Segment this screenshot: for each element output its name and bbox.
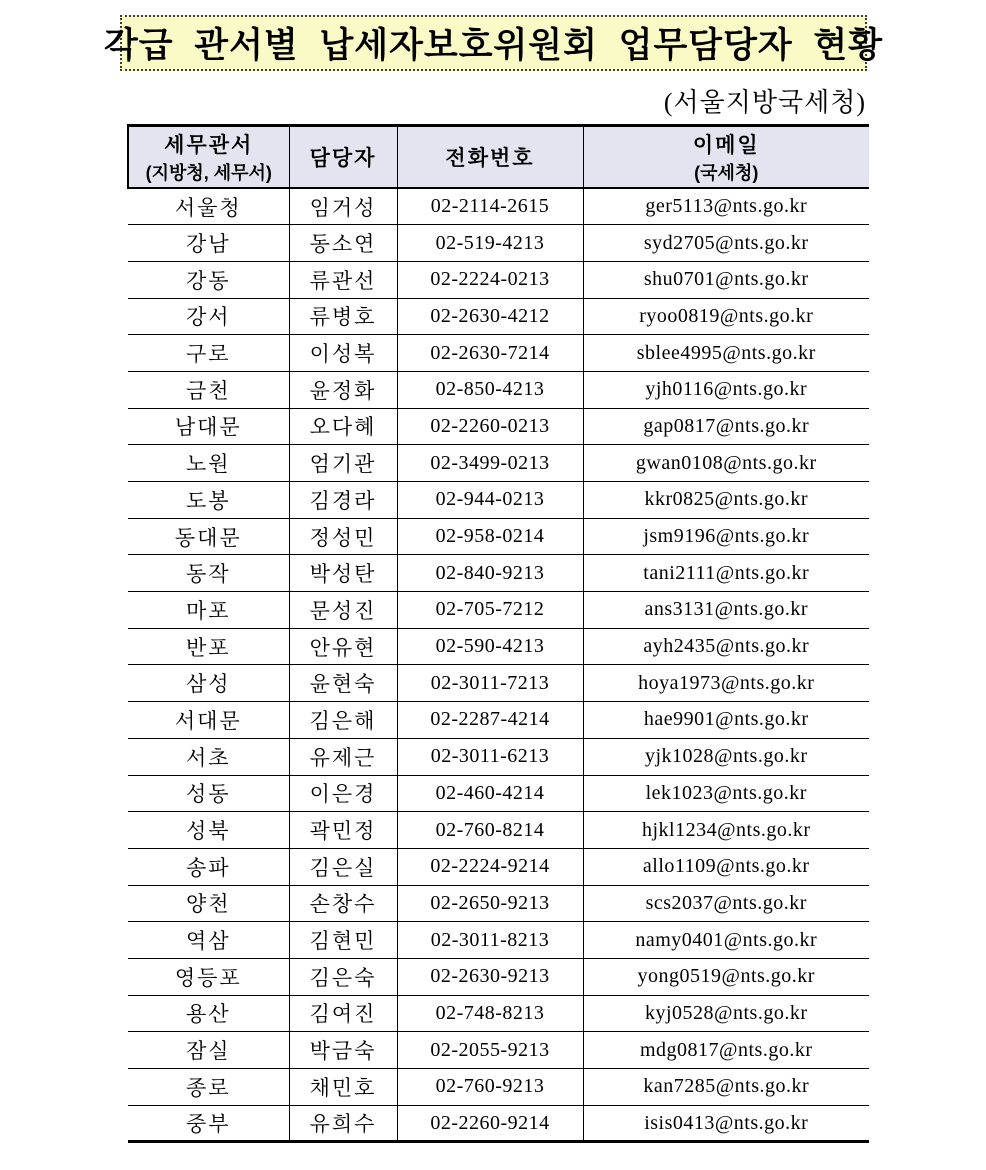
table-row bbox=[128, 995, 869, 1032]
phone-cell: 02-2224-9214 bbox=[397, 848, 583, 885]
email-cell: shu0701@nts.go.kr bbox=[583, 261, 869, 298]
person-cell: 오다혜 bbox=[289, 408, 397, 445]
table-row bbox=[128, 188, 869, 225]
person-cell: 문성진 bbox=[289, 592, 397, 629]
phone-cell: 02-760-8214 bbox=[397, 812, 583, 849]
email-cell: kkr0825@nts.go.kr bbox=[583, 482, 869, 519]
office-cell: 잠실 bbox=[128, 1032, 289, 1069]
table-body bbox=[128, 188, 869, 1142]
phone-cell: 02-760-9213 bbox=[397, 1069, 583, 1106]
table-row bbox=[128, 408, 869, 445]
phone-cell: 02-840-9213 bbox=[397, 555, 583, 592]
email-cell: jsm9196@nts.go.kr bbox=[583, 518, 869, 555]
person-cell: 곽민정 bbox=[289, 812, 397, 849]
phone-cell: 02-748-8213 bbox=[397, 995, 583, 1032]
person-cell: 김은해 bbox=[289, 702, 397, 739]
person-cell: 윤정화 bbox=[289, 371, 397, 408]
table-row bbox=[128, 958, 869, 995]
contact-table bbox=[127, 124, 869, 1143]
email-cell: gwan0108@nts.go.kr bbox=[583, 445, 869, 482]
email-cell: ryoo0819@nts.go.kr bbox=[583, 298, 869, 335]
email-cell: kyj0528@nts.go.kr bbox=[583, 995, 869, 1032]
email-cell: kan7285@nts.go.kr bbox=[583, 1069, 869, 1106]
email-cell: lek1023@nts.go.kr bbox=[583, 775, 869, 812]
table-row bbox=[128, 298, 869, 335]
table-row bbox=[128, 775, 869, 812]
header-phone-line1: 전화번호 bbox=[445, 147, 535, 170]
email-cell: allo1109@nts.go.kr bbox=[583, 848, 869, 885]
person-cell: 박금숙 bbox=[289, 1032, 397, 1069]
table-row bbox=[128, 335, 869, 372]
phone-cell: 02-3011-8213 bbox=[397, 922, 583, 959]
phone-cell: 02-2114-2615 bbox=[397, 188, 583, 225]
email-cell: mdg0817@nts.go.kr bbox=[583, 1032, 869, 1069]
person-cell: 정성민 bbox=[289, 518, 397, 555]
office-cell: 양천 bbox=[128, 885, 289, 922]
header-person-line1: 담당자 bbox=[309, 147, 377, 170]
person-cell: 김은숙 bbox=[289, 958, 397, 995]
table-row bbox=[128, 445, 869, 482]
table-header bbox=[128, 126, 869, 189]
email-cell: hoya1973@nts.go.kr bbox=[583, 665, 869, 702]
phone-cell: 02-2630-7214 bbox=[397, 335, 583, 372]
table-row bbox=[128, 261, 869, 298]
office-cell: 동대문 bbox=[128, 518, 289, 555]
person-cell: 동소연 bbox=[289, 225, 397, 262]
table-row bbox=[128, 1032, 869, 1069]
office-cell: 용산 bbox=[128, 995, 289, 1032]
table-row bbox=[128, 1105, 869, 1142]
email-cell: sblee4995@nts.go.kr bbox=[583, 335, 869, 372]
email-cell: yong0519@nts.go.kr bbox=[583, 958, 869, 995]
table-row bbox=[128, 592, 869, 629]
person-cell: 김현민 bbox=[289, 922, 397, 959]
email-cell: isis0413@nts.go.kr bbox=[583, 1105, 869, 1142]
person-cell: 엄기관 bbox=[289, 445, 397, 482]
office-cell: 서초 bbox=[128, 738, 289, 775]
table-row bbox=[128, 922, 869, 959]
person-cell: 채민호 bbox=[289, 1069, 397, 1106]
table-row bbox=[128, 885, 869, 922]
person-cell: 유제근 bbox=[289, 738, 397, 775]
office-cell: 강서 bbox=[128, 298, 289, 335]
office-cell: 서울청 bbox=[128, 188, 289, 225]
phone-cell: 02-2630-9213 bbox=[397, 958, 583, 995]
header-email-line2: (국세청) bbox=[694, 163, 759, 183]
office-cell: 영등포 bbox=[128, 958, 289, 995]
email-cell: yjh0116@nts.go.kr bbox=[583, 371, 869, 408]
table-row bbox=[128, 555, 869, 592]
office-cell: 도봉 bbox=[128, 482, 289, 519]
issuing-office-label: (서울지방국세청) bbox=[663, 88, 866, 117]
office-cell: 구로 bbox=[128, 335, 289, 372]
email-cell: hjkl1234@nts.go.kr bbox=[583, 812, 869, 849]
phone-cell: 02-519-4213 bbox=[397, 225, 583, 262]
table-row bbox=[128, 225, 869, 262]
person-cell: 이성복 bbox=[289, 335, 397, 372]
phone-cell: 02-705-7212 bbox=[397, 592, 583, 629]
person-cell: 박성탄 bbox=[289, 555, 397, 592]
phone-cell: 02-3011-6213 bbox=[397, 738, 583, 775]
table-row bbox=[128, 1069, 869, 1106]
phone-cell: 02-944-0213 bbox=[397, 482, 583, 519]
email-cell: namy0401@nts.go.kr bbox=[583, 922, 869, 959]
table-row bbox=[128, 812, 869, 849]
person-cell: 류병호 bbox=[289, 298, 397, 335]
office-cell: 중부 bbox=[128, 1105, 289, 1142]
office-cell: 남대문 bbox=[128, 408, 289, 445]
table-row bbox=[128, 665, 869, 702]
person-cell: 손창수 bbox=[289, 885, 397, 922]
phone-cell: 02-958-0214 bbox=[397, 518, 583, 555]
email-cell: ayh2435@nts.go.kr bbox=[583, 628, 869, 665]
phone-cell: 02-3499-0213 bbox=[397, 445, 583, 482]
person-cell: 김은실 bbox=[289, 848, 397, 885]
table-row bbox=[128, 848, 869, 885]
office-cell: 강남 bbox=[128, 225, 289, 262]
email-cell: ans3131@nts.go.kr bbox=[583, 592, 869, 629]
person-cell: 류관선 bbox=[289, 261, 397, 298]
office-cell: 서대문 bbox=[128, 702, 289, 739]
phone-cell: 02-3011-7213 bbox=[397, 665, 583, 702]
person-cell: 김경라 bbox=[289, 482, 397, 519]
table-row bbox=[128, 702, 869, 739]
person-cell: 윤현숙 bbox=[289, 665, 397, 702]
table-row bbox=[128, 482, 869, 519]
person-cell: 김여진 bbox=[289, 995, 397, 1032]
phone-cell: 02-2650-9213 bbox=[397, 885, 583, 922]
header-office-line1: 세무관서 bbox=[164, 134, 254, 157]
page-title: 각급 관서별 납세자보호위원회 업무담당자 현황 bbox=[103, 26, 884, 65]
table-row bbox=[128, 518, 869, 555]
phone-cell: 02-850-4213 bbox=[397, 371, 583, 408]
email-cell: hae9901@nts.go.kr bbox=[583, 702, 869, 739]
header-person bbox=[289, 126, 397, 189]
email-cell: tani2111@nts.go.kr bbox=[583, 555, 869, 592]
phone-cell: 02-590-4213 bbox=[397, 628, 583, 665]
office-cell: 삼성 bbox=[128, 665, 289, 702]
office-cell: 노원 bbox=[128, 445, 289, 482]
person-cell: 이은경 bbox=[289, 775, 397, 812]
office-cell: 송파 bbox=[128, 848, 289, 885]
phone-cell: 02-2287-4214 bbox=[397, 702, 583, 739]
title-banner bbox=[103, 15, 884, 71]
phone-cell: 02-460-4214 bbox=[397, 775, 583, 812]
phone-cell: 02-2224-0213 bbox=[397, 261, 583, 298]
table-row bbox=[128, 371, 869, 408]
office-cell: 반포 bbox=[128, 628, 289, 665]
person-cell: 임거성 bbox=[289, 188, 397, 225]
header-email-line1: 이메일 bbox=[692, 134, 760, 157]
header-office-line2: (지방청, 세무서) bbox=[145, 163, 272, 183]
email-cell: syd2705@nts.go.kr bbox=[583, 225, 869, 262]
phone-cell: 02-2630-4212 bbox=[397, 298, 583, 335]
office-cell: 성동 bbox=[128, 775, 289, 812]
table-row bbox=[128, 738, 869, 775]
office-cell: 종로 bbox=[128, 1069, 289, 1106]
phone-cell: 02-2260-0213 bbox=[397, 408, 583, 445]
office-cell: 성북 bbox=[128, 812, 289, 849]
office-cell: 동작 bbox=[128, 555, 289, 592]
email-cell: scs2037@nts.go.kr bbox=[583, 885, 869, 922]
phone-cell: 02-2260-9214 bbox=[397, 1105, 583, 1142]
email-cell: ger5113@nts.go.kr bbox=[583, 188, 869, 225]
person-cell: 안유현 bbox=[289, 628, 397, 665]
header-office bbox=[128, 126, 289, 189]
header-email bbox=[583, 126, 869, 189]
office-cell: 역삼 bbox=[128, 922, 289, 959]
office-cell: 마포 bbox=[128, 592, 289, 629]
person-cell: 유희수 bbox=[289, 1105, 397, 1142]
email-cell: yjk1028@nts.go.kr bbox=[583, 738, 869, 775]
table-row bbox=[128, 628, 869, 665]
email-cell: gap0817@nts.go.kr bbox=[583, 408, 869, 445]
phone-cell: 02-2055-9213 bbox=[397, 1032, 583, 1069]
office-cell: 금천 bbox=[128, 371, 289, 408]
office-cell: 강동 bbox=[128, 261, 289, 298]
header-phone bbox=[397, 126, 583, 189]
